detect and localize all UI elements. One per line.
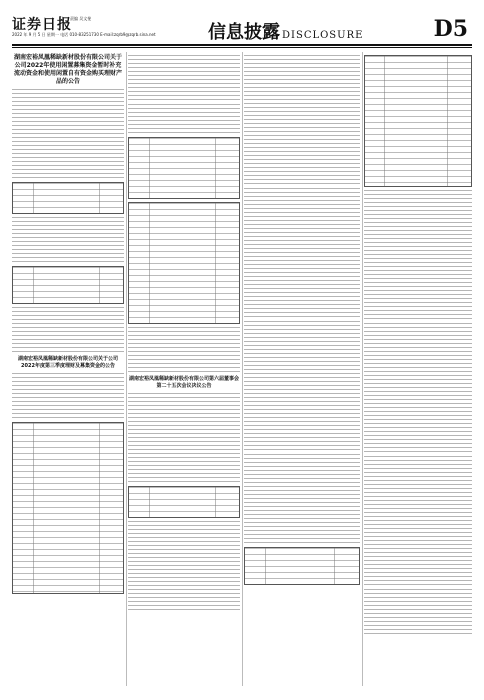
section-title-en: DISCLOSURE <box>282 30 364 41</box>
body-text-block <box>128 521 240 611</box>
data-table <box>128 486 240 518</box>
contact-info: 电话 010-83251730 E-mail:zqrb9@zqrb.sina.net <box>60 32 156 37</box>
body-text-block <box>244 454 360 544</box>
body-text-block <box>244 321 360 451</box>
editor-info: 责编 吴文斐 <box>70 16 92 21</box>
masthead-rule-thin <box>12 47 472 48</box>
data-table <box>244 547 360 585</box>
section-title <box>208 18 363 44</box>
column-4 <box>364 52 472 686</box>
body-text-block <box>128 327 240 373</box>
masthead-rule <box>12 44 472 46</box>
data-table <box>128 137 240 199</box>
announcement-headline: 湖南宏裕凤凰稀缺新材股份有限公司第六届董事会第二十五次会议决议公告 <box>128 376 239 389</box>
section-title-zh: 信息披露 <box>208 22 280 43</box>
body-text-block <box>244 188 360 318</box>
data-table <box>128 202 240 324</box>
body-text-block <box>364 323 472 453</box>
body-text-block <box>12 373 124 419</box>
data-table <box>12 182 124 214</box>
body-text-block <box>244 55 360 185</box>
body-text-block <box>12 307 124 353</box>
body-text-block <box>128 393 240 483</box>
body-text-block <box>128 55 240 101</box>
announcement-headline: 湖南宏裕凤凰稀缺新材股份有限公司关于公司2022年使用闲置募集资金暂时补充流动资金和使用闲置自有资金购买理财产品的公告 <box>13 54 122 85</box>
column-2 <box>128 52 240 686</box>
data-table <box>12 266 124 304</box>
column-divider <box>362 52 363 686</box>
masthead <box>12 14 472 44</box>
body-text-block <box>364 190 472 320</box>
body-text-block <box>364 589 472 635</box>
body-text-block <box>12 217 124 263</box>
data-table <box>12 422 124 594</box>
date-contact <box>12 32 212 38</box>
data-table <box>364 55 472 187</box>
page-number: D5 <box>433 16 468 42</box>
body-text-block <box>364 456 472 586</box>
column-3 <box>244 52 360 686</box>
column-1 <box>12 52 124 686</box>
column-divider <box>126 52 127 686</box>
body-text-block <box>12 89 124 179</box>
issue-date: 2022 年 9 月 5 日 星期一 <box>12 32 59 37</box>
announcement-headline: 湖南宏裕凤凰稀缺新材股份有限公司关于公司2022年度第三季度理财及募集资金的公告 <box>17 356 118 369</box>
body-text-block <box>128 104 240 134</box>
newspaper-logo: 证券日报 <box>12 17 72 33</box>
column-divider <box>242 52 243 686</box>
